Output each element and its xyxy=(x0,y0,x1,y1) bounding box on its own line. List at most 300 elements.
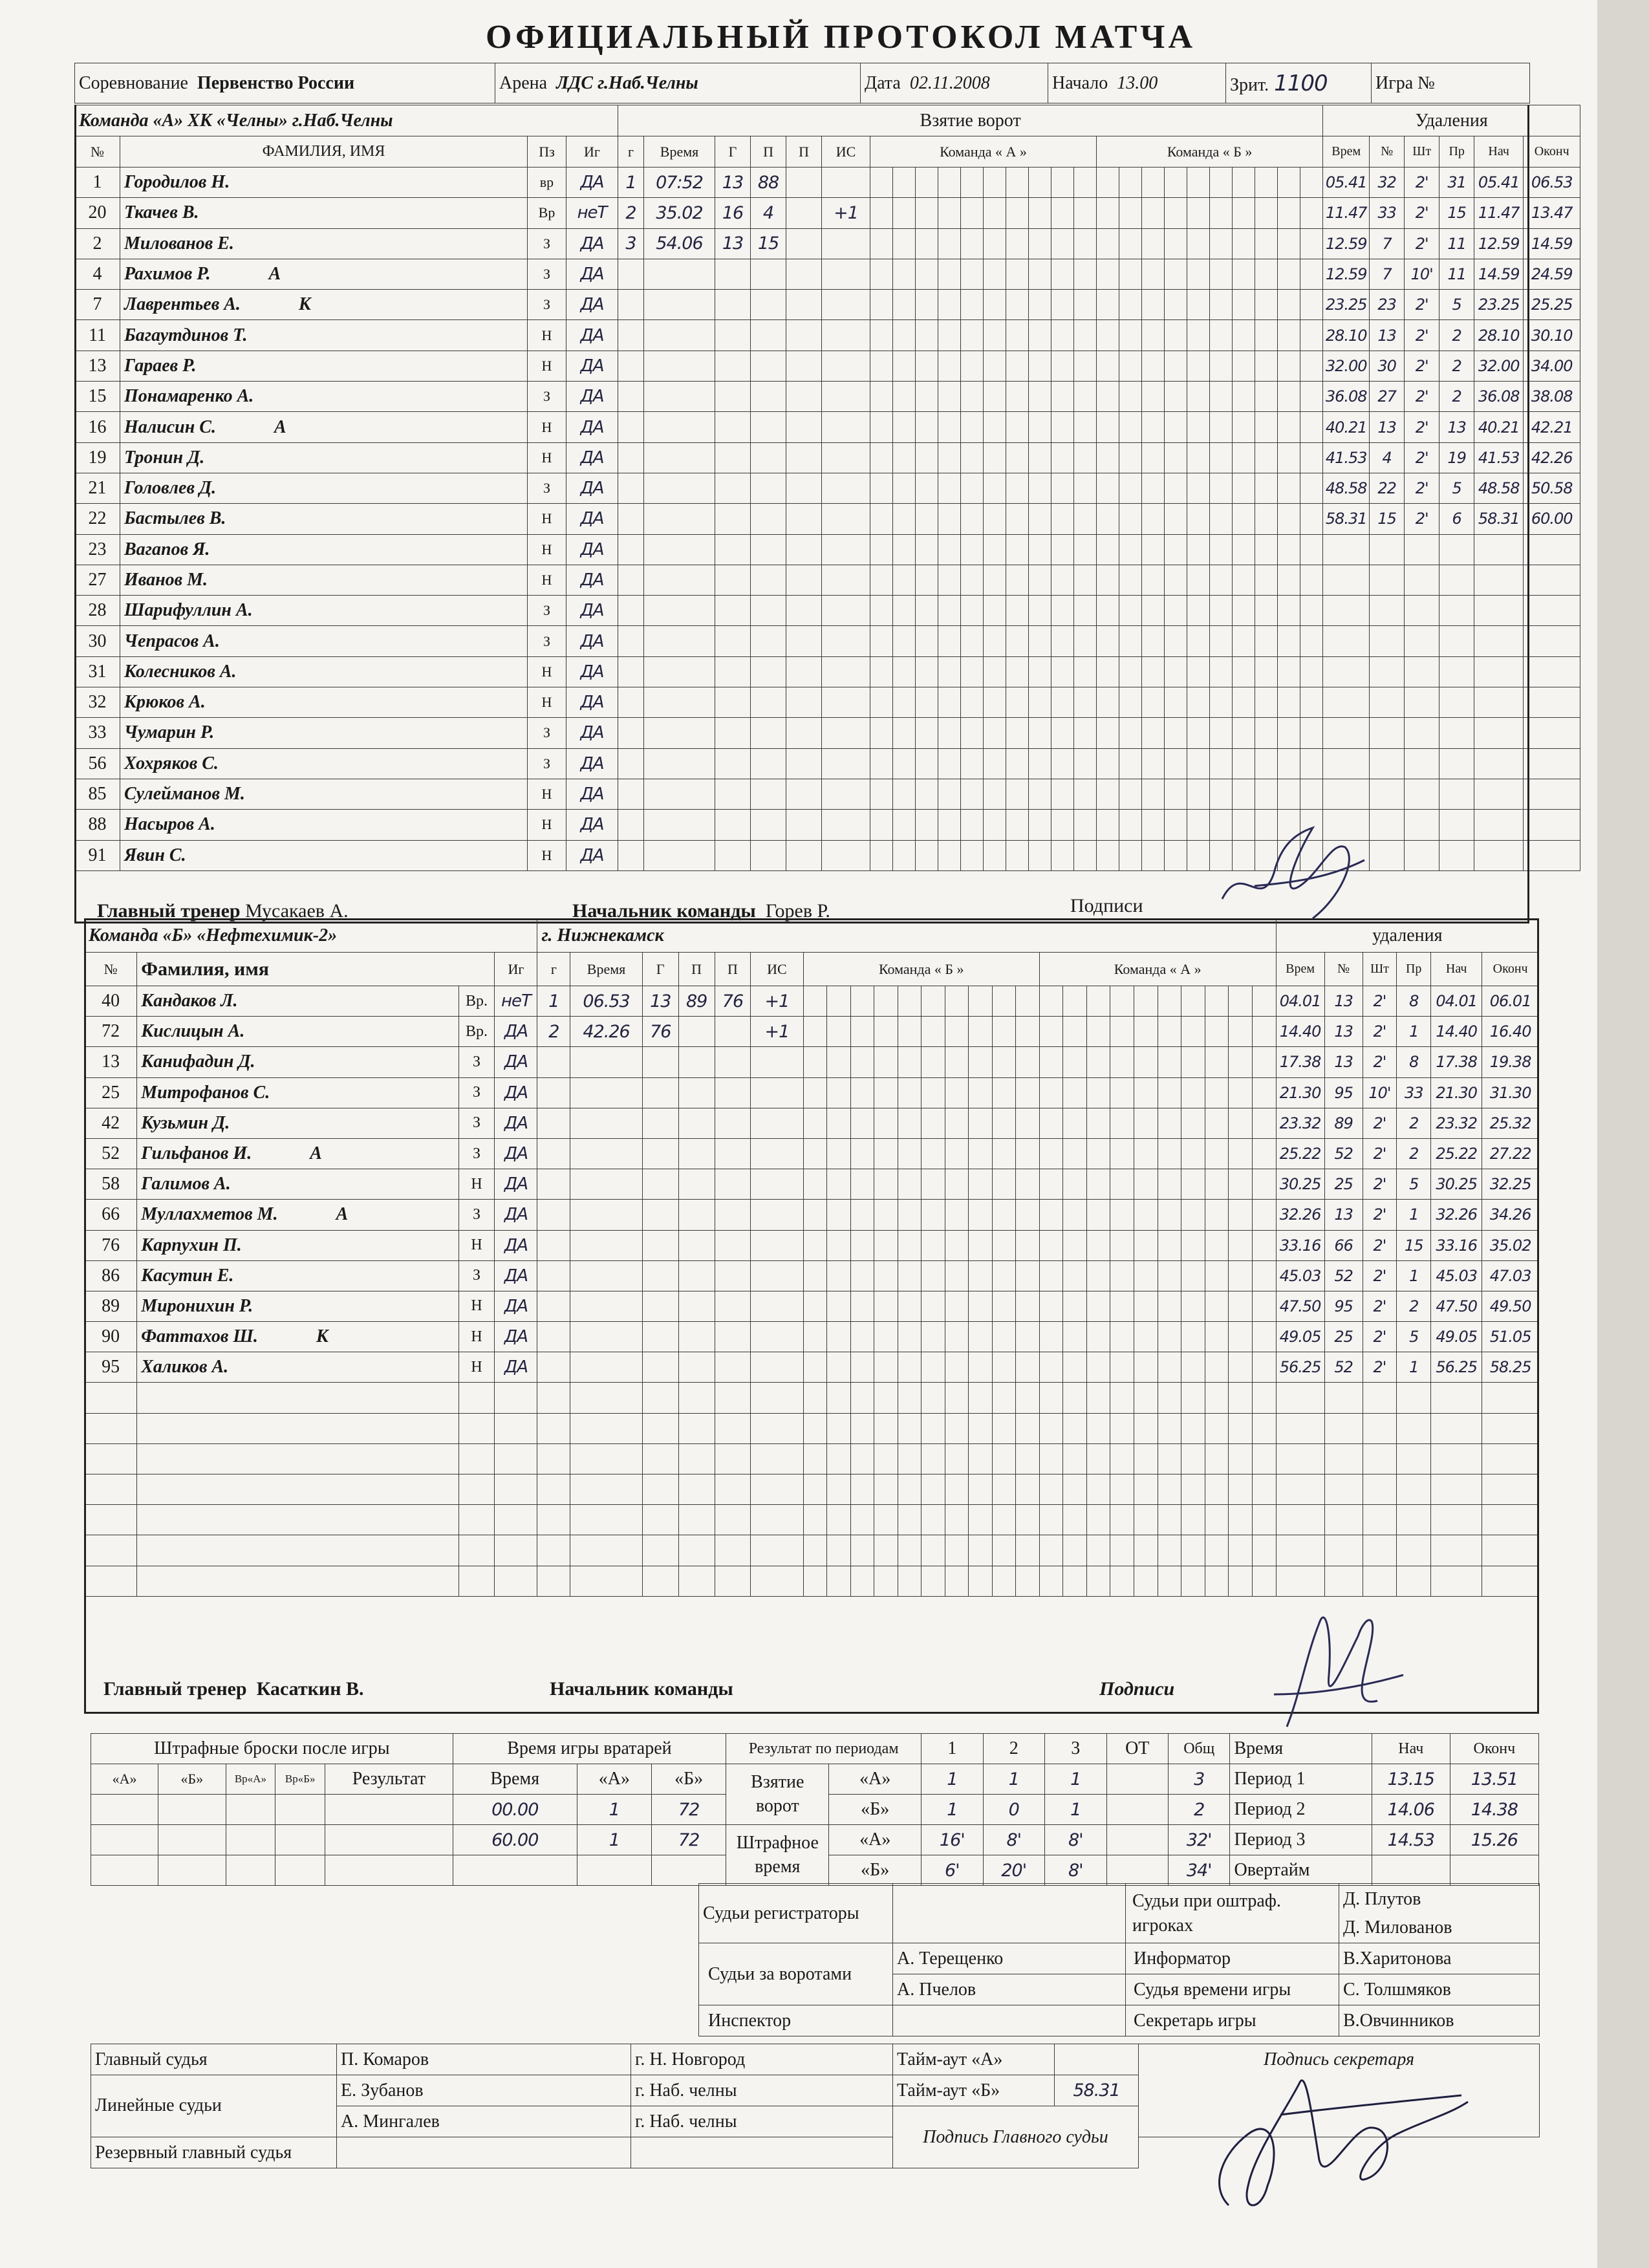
period-2-start: 14.06 xyxy=(1372,1795,1450,1825)
player-number: 86 xyxy=(85,1260,137,1291)
penalty-time: 04.01 xyxy=(1276,986,1324,1017)
penalty-start: 17.38 xyxy=(1431,1047,1482,1077)
player-played: ДА xyxy=(566,167,618,198)
period-3-end: 15.26 xyxy=(1450,1825,1538,1855)
player-number: 90 xyxy=(85,1322,137,1352)
penalty-start: 40.21 xyxy=(1474,412,1524,442)
secretary: В.Овчинников xyxy=(1339,2005,1540,2036)
team_a-pen-col-3: Пр xyxy=(1439,136,1474,167)
pim-b-p3: 8' xyxy=(1045,1855,1106,1886)
player-number: 1 xyxy=(75,167,120,198)
team_a-pen-col-5: Оконч xyxy=(1524,136,1580,167)
player-position: Н xyxy=(528,442,566,473)
date-cell: Дата 02.11.2008 xyxy=(861,63,1048,103)
shootout-col-a: «А» xyxy=(91,1764,158,1795)
player-name: Ткачев В. xyxy=(124,202,199,223)
penalty-end: 38.08 xyxy=(1524,382,1580,412)
goals-a-ot xyxy=(1106,1764,1168,1795)
penalty-number: 33 xyxy=(1370,198,1405,228)
penalty-number: 95 xyxy=(1324,1077,1363,1108)
shootout-col-b: «Б» xyxy=(158,1764,226,1795)
player-name: Чепрасов А. xyxy=(124,631,220,651)
period-col-2: 2 xyxy=(983,1734,1044,1764)
penalty-start: 32.26 xyxy=(1431,1200,1482,1230)
penalty-reason: 2 xyxy=(1439,351,1474,381)
penalty-end xyxy=(1524,596,1580,626)
team-b-signature xyxy=(1267,1597,1410,1746)
penalty-minutes: 2' xyxy=(1363,1322,1397,1352)
penalty-reason: 1 xyxy=(1397,1200,1431,1230)
player-role: А xyxy=(268,264,281,285)
period-1-end: 13.51 xyxy=(1450,1764,1538,1795)
goalies-title: Время игры вратарей xyxy=(453,1734,726,1764)
penalty-time: 36.08 xyxy=(1323,382,1370,412)
periods-goals-label: Взятие ворот xyxy=(726,1764,829,1825)
player-number: 58 xyxy=(85,1169,137,1200)
penalty-start: 23.32 xyxy=(1431,1108,1482,1138)
penalty-reason: 15 xyxy=(1397,1230,1431,1260)
player-name: Бастылев В. xyxy=(124,508,226,529)
player-name: Крюков А. xyxy=(124,692,206,713)
main-ref-label: Главный судья xyxy=(91,2044,337,2075)
overtime-end xyxy=(1450,1855,1538,1886)
periods-goals-team-b: «Б» xyxy=(829,1795,921,1825)
penalty-time: 12.59 xyxy=(1323,228,1370,259)
penalty-number: 22 xyxy=(1370,473,1405,503)
periods-goals-team-a: «А» xyxy=(829,1764,921,1795)
goalie-row-2-time: 60.00 xyxy=(453,1825,577,1855)
penalty-time: 28.10 xyxy=(1323,320,1370,351)
penalty-start: 32.00 xyxy=(1474,351,1524,381)
penalty-reason: 15 xyxy=(1439,198,1474,228)
player-number: 23 xyxy=(75,534,120,565)
penalty-start: 11.47 xyxy=(1474,198,1524,228)
penalty-minutes: 2' xyxy=(1363,1169,1397,1200)
player-played: ДА xyxy=(566,351,618,381)
informer-label: Информатор xyxy=(1126,1943,1339,1974)
shootout-col-result: Результат xyxy=(325,1764,453,1795)
goal-goal: 16 xyxy=(715,198,751,228)
penalty-end: 14.59 xyxy=(1524,228,1580,259)
player-played: ДА xyxy=(566,596,618,626)
player-played: ДА xyxy=(566,473,618,503)
period-3-label: Период 3 xyxy=(1230,1825,1372,1855)
timeout-b: 58.31 xyxy=(1055,2075,1139,2106)
penalty-number: 25 xyxy=(1324,1169,1363,1200)
penalty-start: 48.58 xyxy=(1474,473,1524,503)
penalty-end xyxy=(1524,779,1580,809)
player-name: Вагапов Я. xyxy=(124,539,210,559)
penalty-end: 32.25 xyxy=(1482,1169,1539,1200)
penalty-start: 04.01 xyxy=(1431,986,1482,1017)
timekeeper-label: Судья времени игры xyxy=(1126,1974,1339,2005)
player-name: Касутин Е. xyxy=(141,1265,234,1286)
player-played: ДА xyxy=(566,779,618,809)
penalty-end: 13.47 xyxy=(1524,198,1580,228)
goal-a1: 88 xyxy=(751,167,786,198)
player-number: 13 xyxy=(75,351,120,381)
player-name: Чумарин Р. xyxy=(124,722,215,743)
player-played: ДА xyxy=(495,1322,537,1352)
player-name: Кислицын А. xyxy=(141,1021,245,1042)
player-name: Кандаков Л. xyxy=(141,991,238,1011)
linesmen-label: Линейные судьи xyxy=(91,2075,337,2137)
timeout-a-label: Тайм-аут «А» xyxy=(893,2044,1055,2075)
secretary-signature-label: Подпись секретаря xyxy=(1263,2049,1415,2069)
penalty-minutes: 2' xyxy=(1405,320,1439,351)
player-position: Н xyxy=(458,1169,495,1200)
penalty-end: 60.00 xyxy=(1524,504,1580,534)
player-number: 22 xyxy=(75,504,120,534)
penalty-minutes: 2' xyxy=(1363,1017,1397,1047)
penalty-number: 13 xyxy=(1324,986,1363,1017)
player-number: 30 xyxy=(75,626,120,656)
player-played: ДА xyxy=(566,442,618,473)
player-position: Н xyxy=(458,1352,495,1383)
penalty-minutes: 2' xyxy=(1405,504,1439,534)
penalty-number: 15 xyxy=(1370,504,1405,534)
player-name: Халиков А. xyxy=(141,1357,229,1377)
match-info xyxy=(74,63,1530,103)
player-position: Н xyxy=(528,565,566,595)
game-number-cell: Игра № xyxy=(1372,63,1530,103)
linesman-2: А. Мингалев xyxy=(337,2106,631,2137)
goals-b-p2: 0 xyxy=(983,1795,1044,1825)
secretary-label: Секретарь игры xyxy=(1126,2005,1339,2036)
penalty-number: 30 xyxy=(1370,351,1405,381)
player-name: Гильфанов И. xyxy=(141,1143,252,1164)
player-played: ДА xyxy=(566,748,618,779)
team_b-pen-col-0: Врем xyxy=(1276,953,1324,986)
penalty-minutes: 2' xyxy=(1405,442,1439,473)
goalies-col-time: Время xyxy=(453,1764,577,1795)
competition-cell: Соревнование Первенство России xyxy=(75,63,495,103)
start-cell: Начало 13.00 xyxy=(1048,63,1226,103)
goalie-row-1-a: 1 xyxy=(577,1795,651,1825)
player-played: ДА xyxy=(495,1047,537,1077)
penalty-reason: 5 xyxy=(1439,473,1474,503)
team_a-pen-col-2: Шт xyxy=(1405,136,1439,167)
penalty-end xyxy=(1524,534,1580,565)
penalty-number: 7 xyxy=(1370,259,1405,289)
goal-goal: 13 xyxy=(715,167,751,198)
periods-pim-team-a: «А» xyxy=(829,1825,921,1855)
player-number: 52 xyxy=(85,1138,137,1169)
team_b-goal-col-0: г xyxy=(537,953,570,986)
penalty-time: 45.03 xyxy=(1276,1260,1324,1291)
player-number: 56 xyxy=(75,748,120,779)
team_b-goal-col-1: Время xyxy=(570,953,643,986)
shootout-col-gk-a: Вр«А» xyxy=(226,1764,275,1795)
penalty-reason: 1 xyxy=(1397,1352,1431,1383)
penalty-end: 58.25 xyxy=(1482,1352,1539,1383)
player-number: 11 xyxy=(75,320,120,351)
team_b-goal-col-3: П xyxy=(678,953,715,986)
player-name: Багаутдинов Т. xyxy=(124,325,248,345)
player-position: Н xyxy=(528,840,566,870)
penalty-time: 11.47 xyxy=(1323,198,1370,228)
period-col-ot: ОТ xyxy=(1106,1734,1168,1764)
player-played: ДА xyxy=(566,565,618,595)
player-name: Шарифуллин А. xyxy=(124,600,253,621)
penalty-minutes: 2' xyxy=(1405,473,1439,503)
penalty-end: 42.21 xyxy=(1524,412,1580,442)
team_a-goal-col-4: П xyxy=(786,136,822,167)
goalie-row-2-b: 72 xyxy=(652,1825,726,1855)
player-position: З xyxy=(458,1108,495,1138)
player-number: 89 xyxy=(85,1291,137,1321)
penalty-minutes: 2' xyxy=(1363,1291,1397,1321)
penalty-reason: 11 xyxy=(1439,228,1474,259)
linesman-1: Е. Зубанов xyxy=(337,2075,631,2106)
timeout-a xyxy=(1055,2044,1139,2075)
penalty-start: 33.16 xyxy=(1431,1230,1482,1260)
goals-a-p2: 1 xyxy=(983,1764,1044,1795)
penalty-time: 40.21 xyxy=(1323,412,1370,442)
player-number: 76 xyxy=(85,1230,137,1260)
penalty-reason: 2 xyxy=(1397,1138,1431,1169)
team-a-goals-title: Взятие ворот xyxy=(618,105,1323,136)
player-name: Налисин С. xyxy=(124,416,216,437)
goal-a1: 15 xyxy=(751,228,786,259)
player-played: ДА xyxy=(566,810,618,840)
player-number: 27 xyxy=(75,565,120,595)
team_b-cmd-second: Команда « А » xyxy=(1039,953,1276,986)
penalty-number: 7 xyxy=(1370,228,1405,259)
player-name: Городилов Н. xyxy=(124,172,230,193)
team-b-frame xyxy=(84,918,1539,1714)
bottom-summary xyxy=(91,1733,1539,1886)
player-number: 31 xyxy=(75,656,120,687)
player-name: Фаттахов Ш. xyxy=(141,1326,258,1347)
player-position: З xyxy=(528,228,566,259)
penalty-end: 25.25 xyxy=(1524,290,1580,320)
player-position: З xyxy=(458,1047,495,1077)
player-position: З xyxy=(528,473,566,503)
player-name: Канифадин Д. xyxy=(141,1052,255,1072)
player-position: Н xyxy=(458,1322,495,1352)
team_b-col-num: № xyxy=(85,953,137,986)
penalty-time: 23.25 xyxy=(1323,290,1370,320)
player-played: неТ xyxy=(495,986,537,1017)
pim-a-p3: 8' xyxy=(1045,1825,1106,1855)
penalty-minutes: 2' xyxy=(1363,1108,1397,1138)
player-name: Карпухин П. xyxy=(141,1235,242,1255)
player-played: ДА xyxy=(495,1017,537,1047)
team-a-coach: Мусакаев А. xyxy=(245,900,349,922)
penalty-reason: 2 xyxy=(1397,1291,1431,1321)
goalie-row-2-a: 1 xyxy=(577,1825,651,1855)
penalty-start: 23.25 xyxy=(1474,290,1524,320)
penalty-end: 16.40 xyxy=(1482,1017,1539,1047)
reg-judges-label: Судьи регистраторы xyxy=(699,1884,893,1943)
penalty-end: 42.26 xyxy=(1524,442,1580,473)
penalty-start: 58.31 xyxy=(1474,504,1524,534)
player-position: Н xyxy=(528,504,566,534)
team-a-frame xyxy=(74,105,1529,923)
arena-cell: Арена ЛДС г.Наб.Челны xyxy=(495,63,861,103)
goal-judges-label: Судьи за воротами xyxy=(699,1943,893,2005)
penalty-end xyxy=(1524,810,1580,840)
player-name: Митрофанов С. xyxy=(141,1082,270,1103)
penalty-number: 52 xyxy=(1324,1352,1363,1383)
penalty-time: 32.00 xyxy=(1323,351,1370,381)
team_b-col-name: Фамилия, имя xyxy=(137,953,495,986)
player-name: Кузьмин Д. xyxy=(141,1112,230,1133)
team_b-pen-col-4: Нач xyxy=(1431,953,1482,986)
main-ref-city: г. Н. Новгород xyxy=(631,2044,893,2075)
goal-g: 3 xyxy=(618,228,644,259)
team_a-cmd-second: Команда « Б » xyxy=(1097,136,1323,167)
penalty-end xyxy=(1524,565,1580,595)
penalty-end: 34.26 xyxy=(1482,1200,1539,1230)
goal-time: 42.26 xyxy=(570,1017,643,1047)
player-position: Н xyxy=(528,320,566,351)
penalty-number: 52 xyxy=(1324,1138,1363,1169)
player-played: ДА xyxy=(495,1200,537,1230)
period-times-col-time: Время xyxy=(1230,1734,1372,1764)
player-number: 15 xyxy=(75,382,120,412)
penalty-time: 56.25 xyxy=(1276,1352,1324,1383)
penalty-start: 56.25 xyxy=(1431,1352,1482,1383)
goals-b-p1: 1 xyxy=(921,1795,983,1825)
period-times-col-start: Нач xyxy=(1372,1734,1450,1764)
penalty-time: 32.26 xyxy=(1276,1200,1324,1230)
player-position: Вр xyxy=(528,198,566,228)
penalty-start: 21.30 xyxy=(1431,1077,1482,1108)
period-1-start: 13.15 xyxy=(1372,1764,1450,1795)
ref-signature-label: Подпись Главного судьи xyxy=(923,2126,1108,2147)
player-played: ДА xyxy=(495,1352,537,1383)
team_b-pen-col-2: Шт xyxy=(1363,953,1397,986)
penalty-time: 47.50 xyxy=(1276,1291,1324,1321)
player-position: З xyxy=(458,1260,495,1291)
penalty-end: 47.03 xyxy=(1482,1260,1539,1291)
timeout-b-label: Тайм-аут «Б» xyxy=(893,2075,1055,2106)
player-name: Иванов М. xyxy=(124,570,208,590)
player-position: З xyxy=(528,382,566,412)
overtime-start xyxy=(1372,1855,1450,1886)
penalty-number: 95 xyxy=(1324,1291,1363,1321)
player-number: 4 xyxy=(75,259,120,289)
penalty-minutes: 2' xyxy=(1363,1200,1397,1230)
player-played: ДА xyxy=(566,626,618,656)
team-a-manager-label: Начальник команды xyxy=(572,900,756,922)
penalty-number: 13 xyxy=(1324,1017,1363,1047)
informer: В.Харитонова xyxy=(1339,1943,1540,1974)
player-number: 2 xyxy=(75,228,120,259)
referee-signature xyxy=(1203,2057,1474,2225)
penalty-minutes: 2' xyxy=(1363,1352,1397,1383)
player-name: Насыров А. xyxy=(124,814,215,835)
team-a-title: Команда «А» ХК «Челны» г.Наб.Челны xyxy=(75,105,618,136)
player-position: Н xyxy=(528,412,566,442)
player-name: Рахимов Р. xyxy=(124,264,211,285)
goal-g: 2 xyxy=(537,1017,570,1047)
player-number: 7 xyxy=(75,290,120,320)
penalty-number: 13 xyxy=(1370,320,1405,351)
start-value: 13.00 xyxy=(1117,72,1158,93)
penalty-end: 27.22 xyxy=(1482,1138,1539,1169)
team-b-city: г. Нижнекамск xyxy=(537,919,1276,953)
penalty-time: 49.05 xyxy=(1276,1322,1324,1352)
player-played: ДА xyxy=(495,1108,537,1138)
penalty-time: 17.38 xyxy=(1276,1047,1324,1077)
penalty-start: 25.22 xyxy=(1431,1138,1482,1169)
player-number: 13 xyxy=(85,1047,137,1077)
player-number: 42 xyxy=(85,1108,137,1138)
goals-a-p3: 1 xyxy=(1045,1764,1106,1795)
player-position: З xyxy=(458,1138,495,1169)
penalty-time: 23.32 xyxy=(1276,1108,1324,1138)
team_a-col-pos: Пз xyxy=(528,136,566,167)
player-played: ДА xyxy=(566,718,618,748)
goal-ps: +1 xyxy=(751,1017,803,1047)
player-name: Хохряков С. xyxy=(124,753,219,773)
penalty-end xyxy=(1524,626,1580,656)
penalty-reason: 2 xyxy=(1439,382,1474,412)
player-played: ДА xyxy=(566,840,618,870)
player-position: З xyxy=(528,748,566,779)
team_b-pen-col-1: № xyxy=(1324,953,1363,986)
box-judge-1: Д. Плутов xyxy=(1343,1889,1421,1910)
player-role: К xyxy=(316,1326,329,1347)
pim-a-p2: 8' xyxy=(983,1825,1044,1855)
penalty-reason: 33 xyxy=(1397,1077,1431,1108)
player-name: Миронихин Р. xyxy=(141,1295,253,1316)
linesman-2-city: г. Наб. челны xyxy=(631,2106,893,2137)
overtime-label: Овертайм xyxy=(1230,1855,1372,1886)
penalty-number: 66 xyxy=(1324,1230,1363,1260)
period-times-col-end: Оконч xyxy=(1450,1734,1538,1764)
team_b-goal-col-5: ИС xyxy=(751,953,803,986)
player-number: 88 xyxy=(75,810,120,840)
goal-ps: +1 xyxy=(822,198,870,228)
penalty-start: 28.10 xyxy=(1474,320,1524,351)
spectators-cell: Зрит. 1100 xyxy=(1226,63,1372,103)
player-position: Вр. xyxy=(458,986,495,1017)
period-3-start: 14.53 xyxy=(1372,1825,1450,1855)
penalty-reason: 1 xyxy=(1397,1017,1431,1047)
team_b-col-play: Иг xyxy=(495,953,537,986)
player-name: Явин С. xyxy=(124,845,186,865)
player-position: Н xyxy=(528,779,566,809)
penalty-end xyxy=(1524,718,1580,748)
team_a-pen-col-0: Врем xyxy=(1323,136,1370,167)
player-name: Галимов А. xyxy=(141,1174,231,1194)
penalty-start: 41.53 xyxy=(1474,442,1524,473)
box-judges-label: Судьи при оштраф. игроках xyxy=(1126,1884,1339,1943)
penalty-number: 52 xyxy=(1324,1260,1363,1291)
team-a-manager: Горев Р. xyxy=(765,900,830,922)
player-played: ДА xyxy=(495,1230,537,1260)
period-1-label: Период 1 xyxy=(1230,1764,1372,1795)
player-number: 25 xyxy=(85,1077,137,1108)
goal-goal: 13 xyxy=(642,986,678,1017)
team_a-pen-col-1: № xyxy=(1370,136,1405,167)
pim-b-ot xyxy=(1106,1855,1168,1886)
penalty-start: 05.41 xyxy=(1474,167,1524,198)
team_b-goal-col-2: Г xyxy=(642,953,678,986)
penalty-minutes: 2' xyxy=(1405,351,1439,381)
team-b-coach-label: Главный тренер xyxy=(103,1678,247,1700)
goal-time: 54.06 xyxy=(644,228,715,259)
player-played: ДА xyxy=(566,382,618,412)
period-col-total: Общ xyxy=(1168,1734,1229,1764)
player-number: 28 xyxy=(75,596,120,626)
goal-time: 07:52 xyxy=(644,167,715,198)
player-number: 21 xyxy=(75,473,120,503)
